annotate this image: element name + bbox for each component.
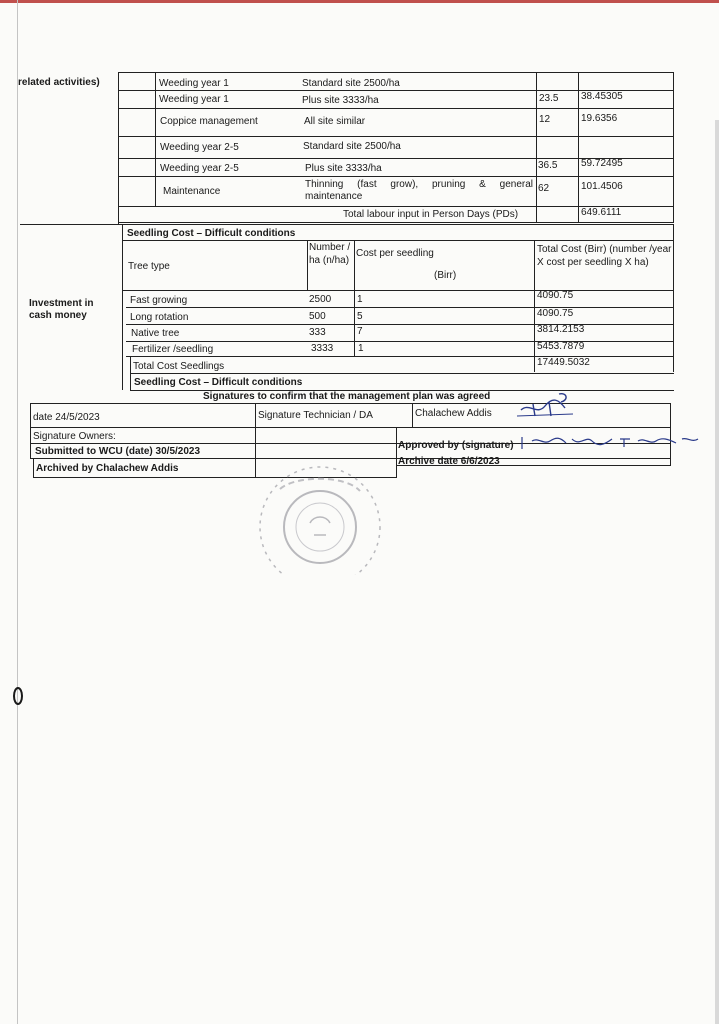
total-labour-label: Total labour input in Person Days (PDs) <box>343 209 519 220</box>
col-tree-type: Tree type <box>128 261 170 272</box>
technician-signature <box>515 392 577 422</box>
cost-cell: 7 <box>357 326 363 337</box>
number-cell: 500 <box>309 311 326 322</box>
site-cell: Standard site 2500/ha <box>303 141 401 152</box>
site-cell: Thinning (fast grow), pruning & general maintenance <box>305 179 533 202</box>
col-number: Number / ha (n/ha) <box>309 242 351 266</box>
labour-section-label: related activities) <box>18 77 100 88</box>
margin-mark <box>11 685 25 707</box>
col-cost-per: Cost per seedling <box>356 248 434 259</box>
approver-signature <box>520 433 700 453</box>
seedling-footer: Seedling Cost – Difficult conditions <box>134 377 303 388</box>
page-right-edge <box>715 120 719 1024</box>
technician-name: Chalachew Addis <box>415 408 492 419</box>
col-cost-per-unit: (Birr) <box>434 270 457 281</box>
number-cell: 3333 <box>311 343 334 354</box>
total-seedlings-label: Total Cost Seedlings <box>133 361 225 372</box>
page-top-edge <box>0 0 719 3</box>
tree-type-cell: Native tree <box>131 328 180 339</box>
owners-label: Signature Owners: <box>33 431 116 442</box>
total-cell: 4090.75 <box>537 308 574 319</box>
total-cell: 3814.2153 <box>537 324 585 335</box>
cost-cell: 59.72495 <box>581 158 623 169</box>
cost-cell: 1 <box>358 343 364 354</box>
archive-date: Archive date 6/6/2023 <box>398 456 500 467</box>
tree-type-cell: Long rotation <box>130 312 189 323</box>
investment-section-label: Investment in cash money <box>29 298 94 321</box>
tree-type-cell: Fertilizer /seedling <box>132 344 214 355</box>
days-cell: 12 <box>539 114 551 125</box>
site-cell: Plus site 3333/ha <box>302 95 379 106</box>
site-cell: All site similar <box>304 116 366 127</box>
site-cell: Standard site 2500/ha <box>302 78 400 89</box>
site-cell: Plus site 3333/ha <box>305 163 382 174</box>
number-cell: 333 <box>309 327 326 338</box>
sign-date: date 24/5/2023 <box>33 412 100 423</box>
signatures-title: Signatures to confirm that the management plan was agreed <box>203 391 491 402</box>
activity-cell: Weeding year 1 <box>159 94 229 105</box>
days-cell: 36.5 <box>538 160 558 171</box>
approved-label: Approved by (signature) <box>398 440 514 451</box>
tree-type-cell: Fast growing <box>130 295 188 306</box>
number-cell: 2500 <box>309 294 332 305</box>
archived-by: Archived by Chalachew Addis <box>36 463 179 474</box>
total-cell: 5453.7879 <box>537 341 585 352</box>
submitted-date: Submitted to WCU (date) 30/5/2023 <box>35 446 201 457</box>
cost-cell: 5 <box>357 311 363 322</box>
cost-cell: 101.4506 <box>581 181 623 192</box>
total-cell: 4090.75 <box>537 290 574 301</box>
seedling-header: Seedling Cost – Difficult conditions <box>127 228 296 239</box>
total-labour-value: 649.6111 <box>581 207 622 218</box>
activity-cell: Maintenance <box>163 186 221 197</box>
cost-cell: 38.45305 <box>581 91 623 102</box>
cost-cell: 1 <box>357 294 363 305</box>
activity-cell: Coppice management <box>160 116 258 127</box>
total-seedlings-value: 17449.5032 <box>537 357 590 368</box>
page-margin-line <box>17 0 18 1024</box>
cost-cell: 19.6356 <box>581 113 618 124</box>
official-stamp <box>236 455 396 575</box>
col-total: Total Cost (Birr) (number /year X cost per seedling X ha) <box>537 244 672 268</box>
technician-label: Signature Technician / DA <box>258 410 373 421</box>
days-cell: 23.5 <box>539 93 559 104</box>
activity-cell: Weeding year 1 <box>159 78 229 89</box>
days-cell: 62 <box>538 183 550 194</box>
activity-cell: Weeding year 2-5 <box>160 163 239 174</box>
activity-cell: Weeding year 2-5 <box>160 142 239 153</box>
